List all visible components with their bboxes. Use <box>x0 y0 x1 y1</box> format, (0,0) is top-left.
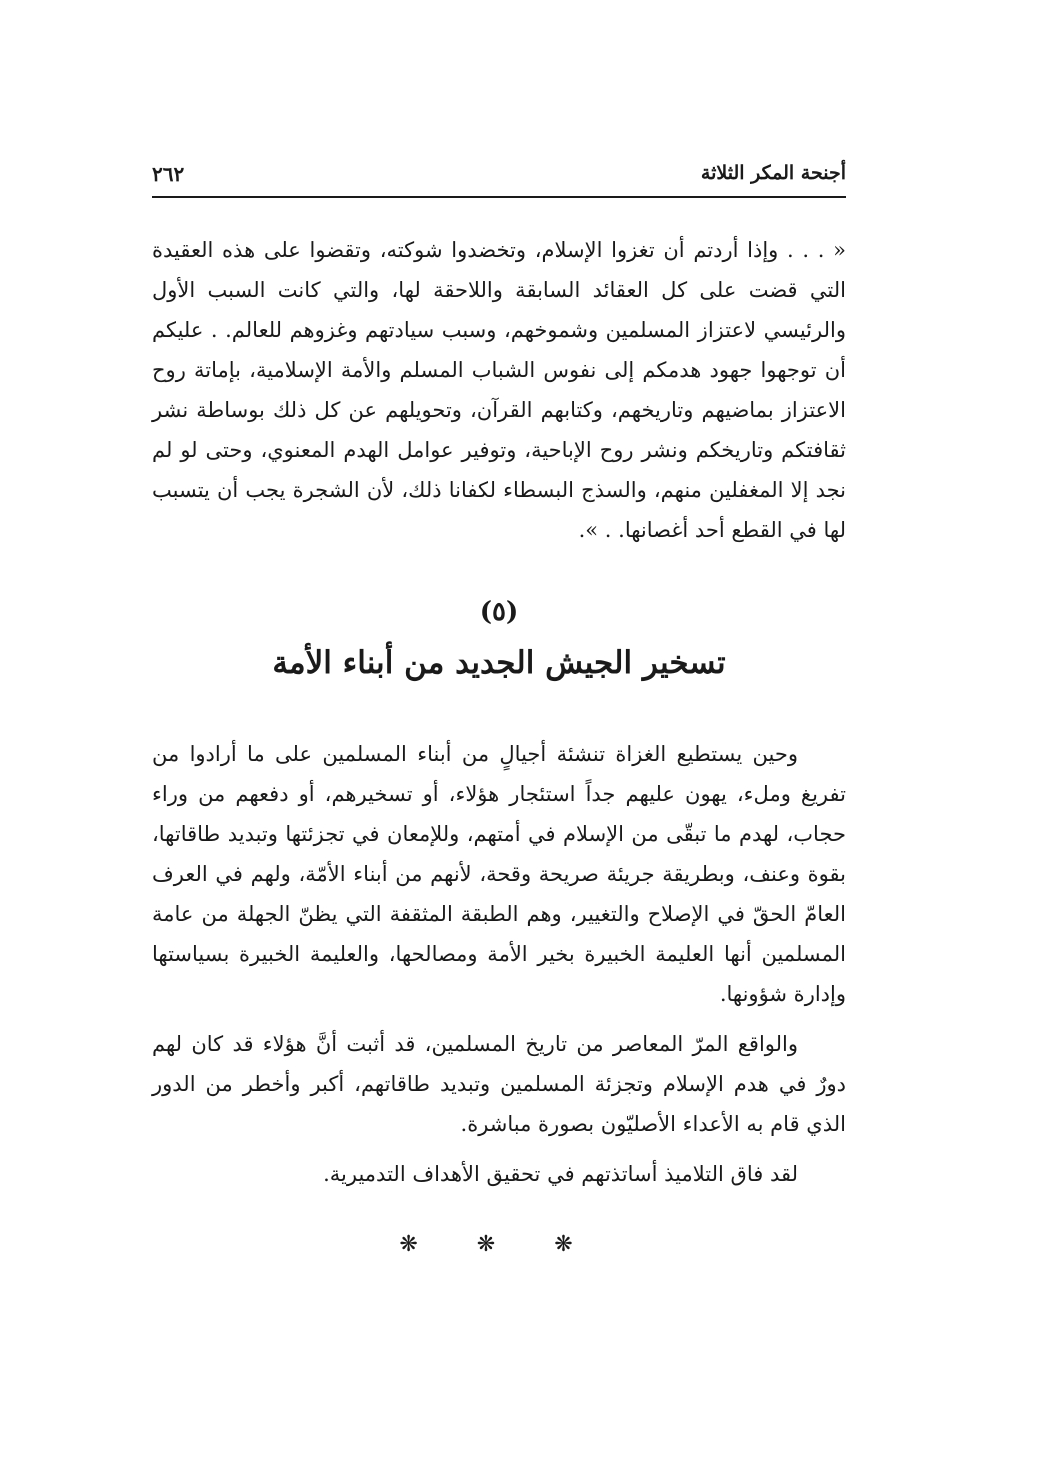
section-title: تسخير الجيش الجديد من أبناء الأمة <box>272 645 726 681</box>
body-paragraph: وحين يستطيع الغزاة تنشئة أجيالٍ من أبناء المسلمين على ما أرادوا من تفريغ وملء، يهون عليهم جداً استئجار هؤلاء، أو تسخيرهم، أو دفعهم من وراء حجاب، لهدم ما تبقّى من الإسلام في أمتهم، وللإمعان في تجزئتها وتبديد طاقاتها، بقوة وعنف، وبطريقة جريئة صريحة وقحة، لأنهم من أبناء الأمّة، ولهم في العرف العامّ الحقّ في الإصلاح والتغيير، وهم الطبقة المثقفة التي يظنّ الجهلة من عامة المسلمين أنها العليمة الخبيرة بخير الأمة ومصالحها، والعليمة الخبيرة بسياستها وإدارة شؤونها. <box>152 742 846 1006</box>
section-end-ornament: ❋ ❋ ❋ <box>399 1232 599 1257</box>
quoted-paragraph: « . . . وإذا أردتم أن تغزوا الإسلام، وتخضدوا شوكته، وتقضوا على هذه العقيدة التي قضت على كل العقائد السابقة واللاحقة لها، والتي كانت السبب الأول والرئيسي لاعتزاز المسلمين وشموخهم، وسبب سيادتهم وغزوهم للعالم. . عليكم أن توجهوا جهود هدمكم إلى نفوس الشباب المسلم والأمة الإسلامية، بإماتة روح الاعتزاز بماضيهم وتاريخهم، وكتابهم القرآن، وتحويلهم عن كل ذلك بوساطة نشر ثقافتكم وتاريخكم ونشر روح الإباحية، وتوفير عوامل الهدم المعنوي، وحتى لو لم نجد إلا المغفلين منهم، والسذج البسطاء لكفانا ذلك، لأن الشجرة يجب أن يتسبب لها في القطع أحد أغصانها. . ». <box>152 238 846 542</box>
running-header <box>152 160 846 198</box>
book-title: أجنحة المكر الثلاثة <box>700 162 846 184</box>
body-paragraph: والواقع المرّ المعاصر من تاريخ المسلمين، قد أثبت أنَّ هؤلاء قد كان لهم دورٌ في هدم الإسلام وتجزئة المسلمين وتبديد طاقاتهم، أكبر وأخطر من الدور الذي قام به الأعداء الأصليّون بصورة مباشرة. <box>152 1032 846 1136</box>
section-number: (٥) <box>479 597 519 627</box>
body-paragraph: لقد فاق التلاميذ أساتذتهم في تحقيق الأهداف التدميرية. <box>323 1162 798 1186</box>
page-number: ٢٦٢ <box>152 162 185 186</box>
page-content <box>152 230 846 1257</box>
